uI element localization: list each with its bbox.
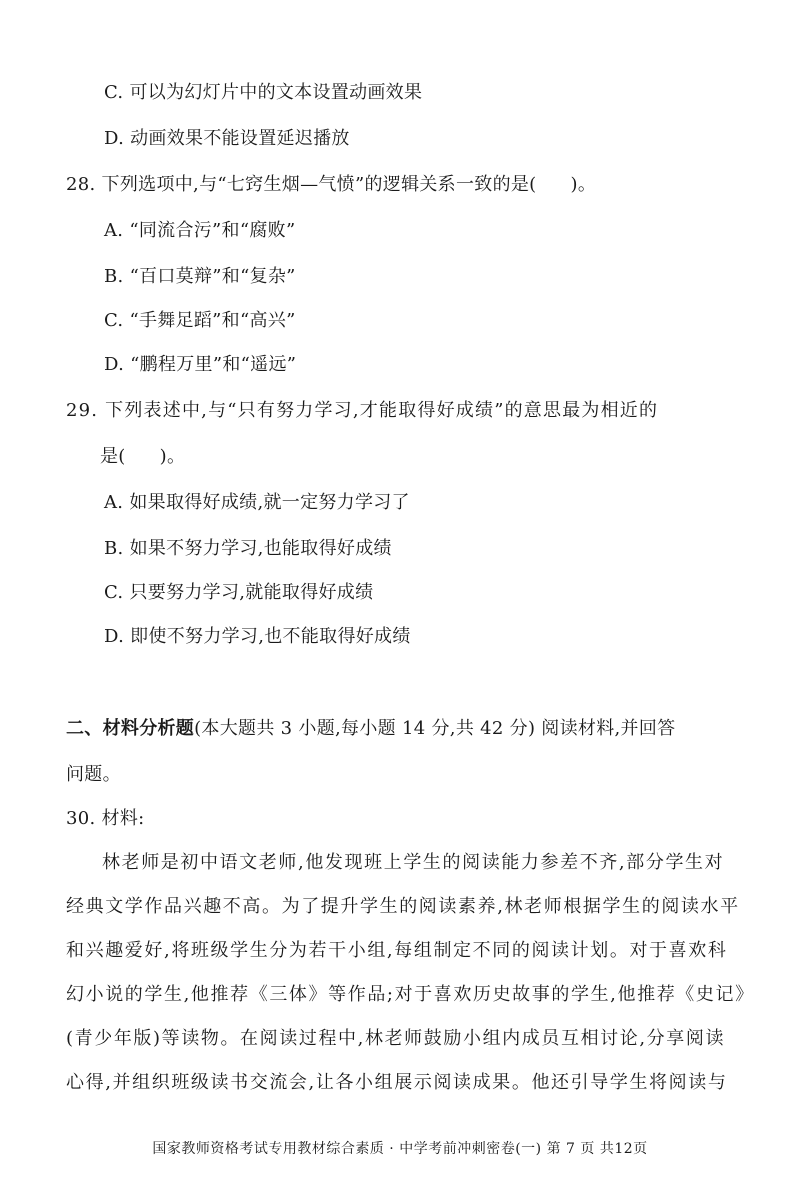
section2-desc-cont: 问题。 — [66, 764, 121, 785]
q30-paragraph-line: 林老师是初中语文老师,他发现班上学生的阅读能力参差不齐,部分学生对 — [102, 852, 725, 873]
section2-header — [66, 714, 675, 740]
q28-stem-end: )。 — [570, 174, 597, 195]
q28-stem — [66, 170, 596, 196]
section2-heading: 二、材料分析题 — [66, 718, 195, 739]
q28-option-d: D. “鹏程万里”和“遥远” — [104, 354, 297, 375]
q29-stem-line2 — [100, 442, 185, 468]
q28-option-a: A. “同流合污”和“腐败” — [104, 220, 296, 241]
q29-option-d: D. 即使不努力学习,也不能取得好成绩 — [104, 626, 411, 647]
q28-stem-text: 28. 下列选项中,与“七窍生烟—气愤”的逻辑关系一致的是( — [66, 174, 537, 195]
q27-option-c: C. 可以为幻灯片中的文本设置动画效果 — [104, 82, 423, 103]
q30-paragraph-line: 心得,并组织班级读书交流会,让各小组展示阅读成果。他还引导学生将阅读与 — [66, 1072, 728, 1093]
q28-option-b: B. “百口莫辩”和“复杂” — [104, 266, 296, 287]
page-footer: 国家教师资格考试专用教材综合素质 · 中学考前冲刺密卷(一) 第 7 页 共12页 — [152, 1141, 648, 1157]
q30-paragraph-line: 经典文学作品兴趣不高。为了提升学生的阅读素养,林老师根据学生的阅读水平 — [66, 896, 740, 917]
q30-label: 30. 材料: — [66, 808, 145, 829]
q27-option-d: D. 动画效果不能设置延迟播放 — [104, 128, 350, 149]
q29-stem-line1: 29. 下列表述中,与“只有努力学习,才能取得好成绩”的意思最为相近的 — [66, 400, 659, 421]
q29-option-b: B. 如果不努力学习,也能取得好成绩 — [104, 538, 392, 559]
q29-stem-text: 是( — [100, 446, 126, 467]
q30-paragraph-line: 幻小说的学生,他推荐《三体》等作品;对于喜欢历史故事的学生,他推荐《史记》 — [66, 984, 755, 1005]
q29-option-c: C. 只要努力学习,就能取得好成绩 — [104, 582, 374, 603]
q29-stem-end: )。 — [159, 446, 186, 467]
q30-paragraph-line: 和兴趣爱好,将班级学生分为若干小组,每组制定不同的阅读计划。对于喜欢科 — [66, 940, 728, 961]
section2-desc: (本大题共 3 小题,每小题 14 分,共 42 分) 阅读材料,并回答 — [194, 718, 676, 739]
q30-paragraph-line: (青少年版)等读物。在阅读过程中,林老师鼓励小组内成员互相讨论,分享阅读 — [66, 1028, 726, 1049]
q29-option-a: A. 如果取得好成绩,就一定努力学习了 — [104, 492, 410, 513]
q28-option-c: C. “手舞足蹈”和“高兴” — [104, 310, 296, 331]
